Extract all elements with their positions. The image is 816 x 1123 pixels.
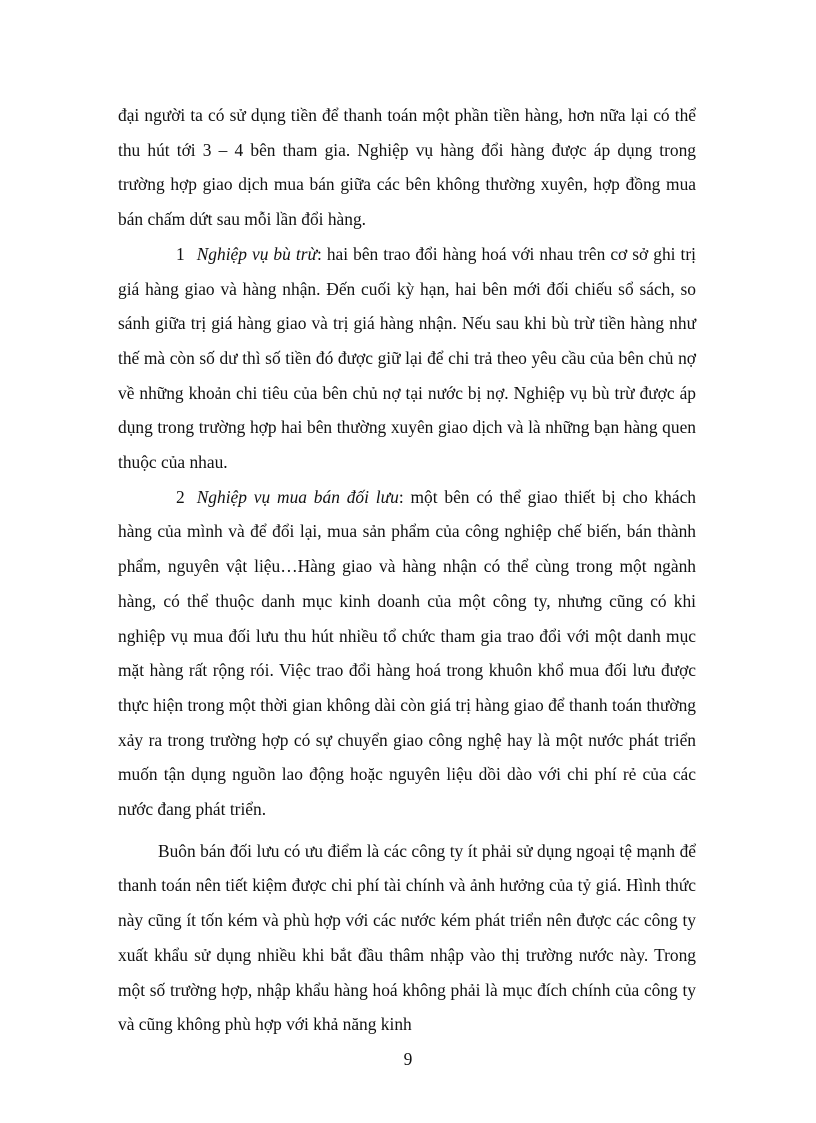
paragraph-counterpurchase	[118, 480, 696, 827]
item-number: 2	[176, 486, 185, 507]
paragraph-continuation: đại người ta có sử dụng tiền để thanh toán một phần tiền hàng, hơn nữa lại có thể thu hút tới 3 – 4 bên tham gia. Nghiệp vụ hàng đổi hàng được áp dụng trong trường hợp giao dịch mua bán giữa các bên không thường xuyên, hợp đồng mua bán chấm dứt sau mỗi lần đổi hàng.	[118, 105, 696, 230]
paragraph-body: : một bên có thể giao thiết bị cho khách hàng của mình và để đổi lại, mua sản phẩm của công nghiệp chế biến, bán thành phẩm, nguyên vật liệu…Hàng giao và hàng nhận có thể cùng trong một ngành hàng, có thể thuộc danh mục kinh doanh của một công ty, nhưng cũng có khi nghiệp vụ mua đối lưu thu hút nhiều tổ chức tham gia trao đổi với một danh mục mặt hàng rất rộng rói. Việc trao đổi hàng hoá trong khuôn khổ mua đối lưu được thực hiện trong một thời gian không dài còn giá trị hàng giao để thanh toán thường xảy ra trong trường hợp có sự chuyển giao công nghệ hay là một nước phát triển muốn tận dụng nguồn lao động hoặc nguyên liệu dồi dào với chi phí rẻ của các nước đang phát triển.	[118, 486, 696, 820]
document-page	[118, 98, 696, 1042]
term-netting: Nghiệp vụ bù trừ	[196, 243, 317, 264]
term-counterpurchase: Nghiệp vụ mua bán đối lưu	[196, 486, 399, 507]
page-number: 9	[403, 1049, 413, 1069]
paragraph-netting	[118, 237, 696, 480]
item-number: 1	[176, 243, 185, 264]
paragraph-body: : hai bên trao đổi hàng hoá với nhau trên cơ sở ghi trị giá hàng giao và hàng nhận. Đến cuối kỳ hạn, hai bên mới đối chiếu sổ sách, so sánh giữa trị giá hàng giao và trị giá hàng nhận. Nếu sau khi bù trừ tiền hàng như thế mà còn số dư thì số tiền đó được giữ lại để chi trả theo yêu cầu của bên chủ nợ về những khoản chi tiêu của bên chủ nợ tại nước bị nợ. Nghiệp vụ bù trừ được áp dụng trong trường hợp hai bên thường xuyên giao dịch và là những bạn hàng quen thuộc của nhau.	[118, 243, 696, 473]
paragraph-advantages: Buôn bán đối lưu có ưu điểm là các công ty ít phải sử dụng ngoại tệ mạnh để thanh toán nên tiết kiệm được chi phí tài chính và ảnh hưởng của tỷ giá. Hình thức này cũng ít tốn kém và phù hợp với các nước kém phát triển nên được các công ty xuất khẩu sử dụng nhiều khi bắt đầu thâm nhập vào thị trường nước này. Trong một số trường hợp, nhập khẩu hàng hoá không phải là mục đích chính của công ty và cũng không phù hợp với khả năng kinh	[118, 840, 696, 1035]
